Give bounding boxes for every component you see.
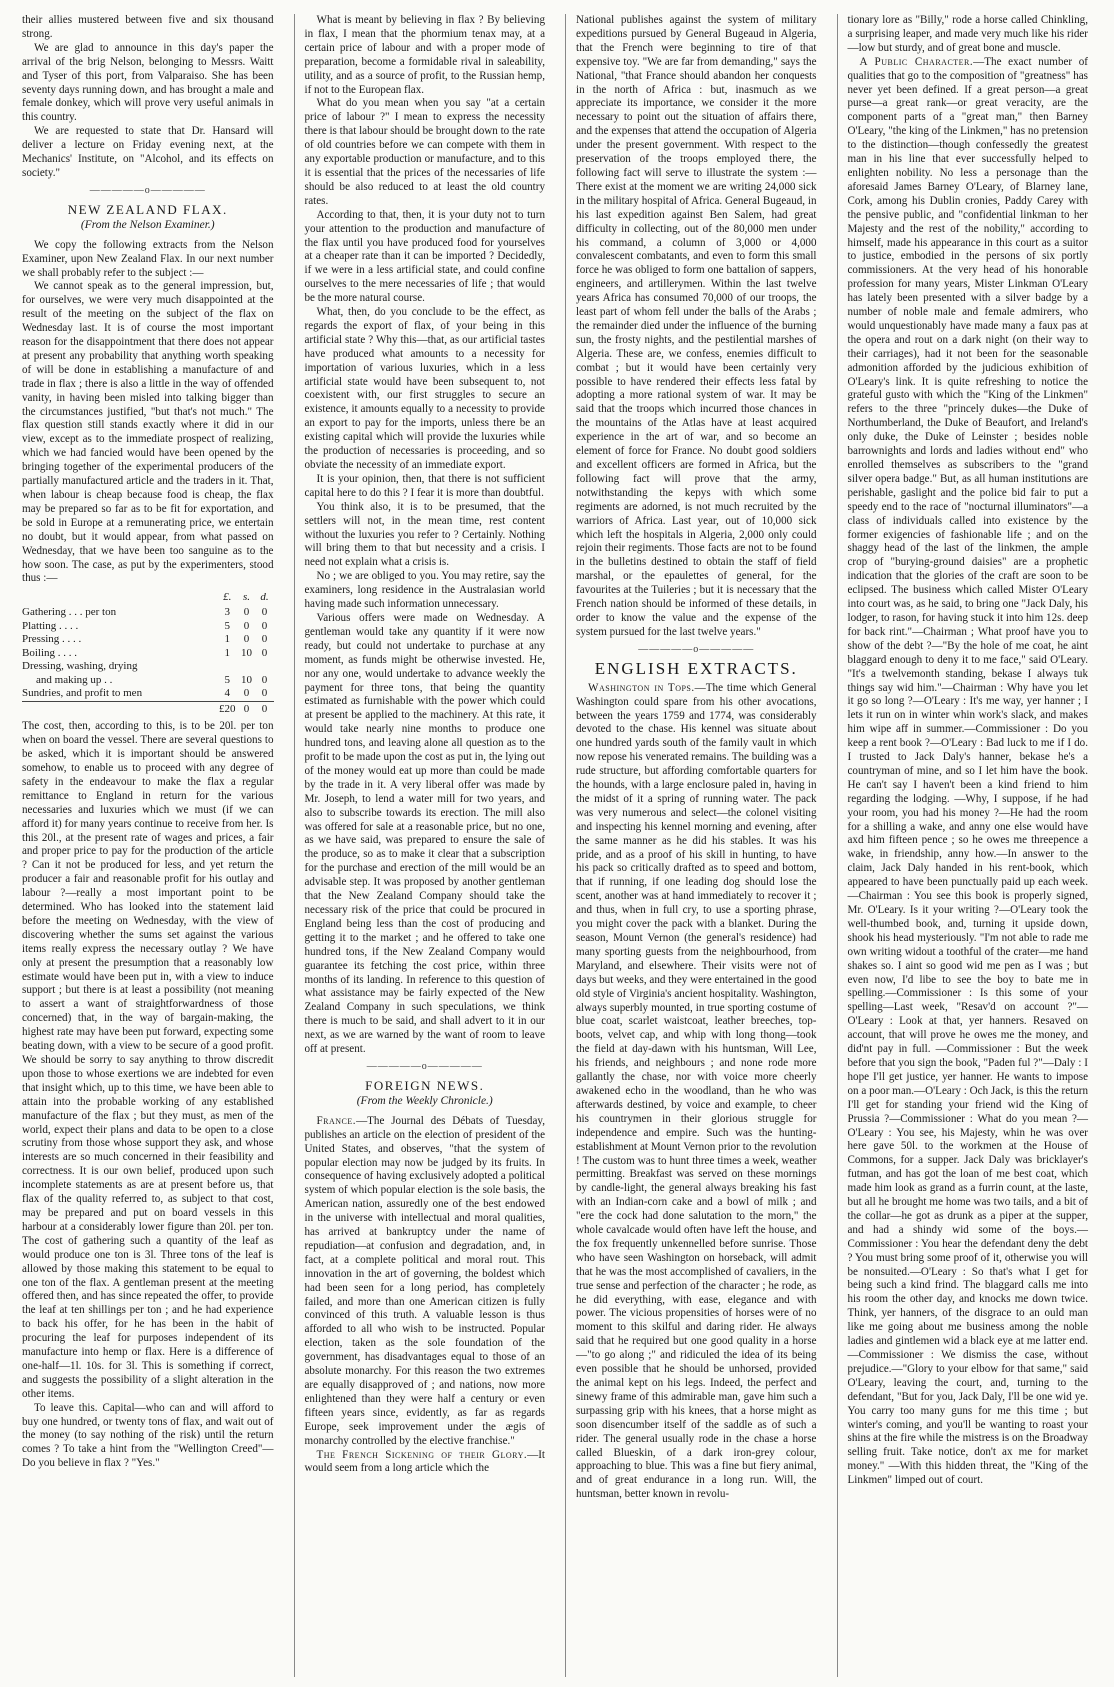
table-row (22, 633, 274, 647)
flax-cost-table (22, 590, 274, 716)
column-grid (22, 14, 1094, 1677)
section-divider: —————o————— (89, 184, 206, 196)
article-text: You think also, it is to be presumed, that the settlers will not, in the mean time, rest content without the luxuries you refer to ? Certainly. Nothing will bring them to that but necessity and a crisis. I need not explain what a crisis is. (304, 500, 545, 569)
article-text: No ; we are obliged to you. You may retire, say the examiners, long residence in the Australasian world having made such information unnecessary. (304, 570, 545, 611)
table-row (22, 687, 274, 701)
article-text: To leave this. Capital—who can and will afford to buy one hundred, or twenty tons of flax, and wait out of the money (to say nothing of the risk) until the return comes ? To take a hint from the "Wellington Creed"—Do you believe in flax ? "Yes." (22, 1401, 274, 1470)
article-text: What is meant by believing in flax ? By believing in flax, I mean that the phormium tenax may, at a certain price of labour and with a proper mode of preparation, become a formidable rival in saleability, utility, and as a source of profit, to the Russian hemp, if not to the European flax. (304, 14, 545, 96)
paragraph-lead: France. (316, 1114, 357, 1127)
section-source: (From the Weekly Chronicle.) (356, 1094, 493, 1107)
article-text: We cannot speak as to the general impression, but, for ourselves, we were very much disappointed at the result of the meeting on the subject of the flax on Wednesday last. It is of course the most important reason for the disappointment that there does not appear at present any probability that anything worth speaking of will be done in establishing a manufacture of and trade in flax ; there is also a little in the way of offended vanity, in having been misled into talking bigger than the circumstances justified, "but that's not much." The flax question still stands exactly where it did in our view, except as to the immediate prospect of realizing, which we had fancied would have been opened by the bringing together of the experimental producers of the partially manufactured article and the traders in it. That, when labour is cheap because food is cheap, the flax may be prepared so far as to be fit for exportation, and be sold in Europe at a remunerating price, we entertain no doubt, but it would appear, from what passed on Wednesday, that we have been too sanguine as to the how soon. The case, as put by the experimenters, stood thus :— (22, 280, 274, 585)
article-text: their allies mustered between five and six thousand strong. (22, 14, 274, 40)
table-header: d. (260, 591, 269, 604)
article-text: We are requested to state that Dr. Hansard will deliver a lecture on Friday evening next, at the Mechanics' Institute, on "Alcohol, and its effects on society." (22, 125, 274, 179)
total-value: £20 (219, 702, 236, 715)
cost-value: 0 (261, 646, 268, 659)
article-text: What, then, do you conclude to be the effect, as regards the export of flax, of your being in this artificial state ? Why this—that, as our artificial tastes have produced what amounts to a necessity for importation of various luxuries, which in a less artificial state would have been subsequent to, not coexistent with, our first struggles to secure an existence, it amounts equally to a necessity to provide an export to pay for the imports, unless there be an existing capital which will provide the luxuries while the production of necessaries is proceeding, and so obviate the necessity of an immediate export. (304, 306, 545, 471)
cost-value (217, 660, 238, 674)
cost-label: Platting . . . . (22, 619, 79, 632)
article-text: We are glad to announce in this day's paper the arrival of the brig Nelson, belonging to Messrs. Waitt and Tyser of this port, from Valparaiso. She has been seventy days running down, and has brought a male and female donkey, which will prove very useful animals in this country. (22, 41, 274, 124)
cost-value: 5 (224, 673, 230, 686)
article-text (305, 1449, 546, 1477)
cost-value: 3 (224, 606, 230, 619)
total-label (22, 701, 217, 716)
total-value: 0 (238, 701, 256, 716)
paragraph-lead: A Public Character. (859, 55, 974, 68)
cost-value: 0 (261, 606, 268, 619)
cost-value: 10 (241, 646, 252, 659)
article-text: What do you mean when you say "at a certain price of labour ?" I mean to express the necessity there is that labour should be brought down to the rate of old countries before we can compete with them in any exportable production or manufacture, and to this it is essential that the prices of the necessaries of life should be also reduced to at least the old country rates. (304, 97, 545, 207)
paragraph-body: —The exact number of qualities that go to the composition of "greatness" has never yet been defined. If a great person—a great purse—a great rank—or great veracity, are the component parts of a "great man," then Barney O'Leary, "the king of the Linkmen," has no pretension to the distinction—though confessedly the greatest man in his line that ever successfully helped to enlighten nobility. No less a personage than the aforesaid James Barney O'Leary, of Blarney lane, Cork, among his Dublin cronies, Paddy Carey with the pensive public, and "confidential linkman to her Majesty and the rest of the nobility," according to himself, made his appearance in this court as a suitor to justice, embodied in the persons of six portly commissioners. At the very head of his honorable profession for many years, Mister Linkman O'Leary has lately been presented with a silver badge by a number of noble male and female admirers, who would unquestionably have made many a faux pas at the opera and rout on a dark night (on their way to their carriages), had it not been for the seasonable admonition afforded by the judicious exhibition of O'Leary's link. It is quite refreshing to notice the grateful gusto with which the "King of the Linkmen" refers to the three "princely dukes—the Duke of Northumberland, the Duke of Beaufort, and Ireland's only duke, the Duke of Leinster ; besides noble barrownights and lords and ladies without end" who enrolled themselves as subscribers to the "grand silver opera badge." But, as all human institutions are perishable, gaslight and the police bid fair to put a speedy end to the race of "nocturnal illuminators"—a class of individuals called into existence by the former exigencies of fashionable life ; and on the shaggy head of the last of the linkmen, the ample crop of "burying-ground daisies" are a prophetic indication that the glories of the craft are soon to be eclipsed. The business which called Mister O'Leary into court was, as he said, to bring one "Jack Daly, his lodger, to rason, for having stuck it into him 12s. deep for back rint."—Chairman ; What proof have you to show of the debt ?—"By the hole of me coat, he aint blaggard enough to deny it to me face," said O'Leary. "It's a twelvemonth standing, bekase I always tuk things say wid him."—Chairman : Why have you let it go so long ?—O'Leary : It's me way, yer hanner ; I lets it run on in winter whin work's slack, and makes him wipe aff in summer.—Commissioner : Do you keep a rent book ?—O'Leary : Bad luck to me if I do. I trusted to Jack Daly's hanner, bekase he's a countryman of mine, and so I let him have the book. He can't say I haven't been a kind friend to him regarding the lodging. —Why, I suppose, if he had your room, you had his money ?—He had the room for a shilling a wake, and anny one else would have axd him fifteen pence ; so he owes me threepence a wake, in friendship, anny how.—In answer to the claim, Jack Daly handed in his rent-book, which appeared to have been punctually paid up each week.—Chairman : You see this book is properly signed, Mr. O'Leary. Is it your writing ?—O'Leary took the well-thumbed book, and, turning it upside down, shook his head mysteriously. "I'm not able to rade me own writing widout a toothful of the crater—me hand shakes so. I aint so good wid me pen as I was ; but even now, I'd libe to see the boy to bate me in spelling.—Commissioner : Is this some of your spelling—Last week, "Resav'd on account ?"—O'Leary : Look at that, yer hanners. Resaved on account, that will prove he owes me the money, and did'nt pay in full. —Commissioner : But the week before that you sign the book, "Paden ful ?"—Daly : I hope I'll get justice, yer hanner. He wants to impose on a poor man.—O'Leary : Och Jack, is this the return I'll get for standing your friend wid the King of Prussia ?—Commissioner : What do you mean ?—O'Leary : You see, his Majesty, whin he was over here gave 50l. to the workmen at the House of Commons, for a supper. Jack Daly was bricklayer's futman, and has got the loan of me best coat, which made him look as grand as a furrin count, at the laste, but all he brought me home was two tails, and a bit of the collar—he got as drunk as a piper at the supper, and had a shindy wid some of the boys.—Commissioner : You hear the defendant deny the debt ? You must bring some proof of it, otherwise you will be nonsuited.—O'Leary : So that's what I get for being such a kind frind. The blaggard calls me into his room the other day, and knocks me down twice. Think, yer hanners, of the disgrace to an ould man like me going about me business among the noble ladies and gintlemen wid a black eye at me latter end.—Commissioner : We dismiss the case, without prejudice.—"Glory to your elbow for that same," said O'Leary, leaving the court, and, turning to the defendant, "But for you, Jack Daly, I'll be one wid ye. You carry too many guns for me this time ; but winter's coming, and you'll be wanting to roast your shins at the fire while the mistress is on the Broadway selling fruit. Take notice, don't ax me for market money." —With this hidden threat, the "King of the Linkmen" limped out of court. (847, 55, 1088, 1487)
section-divider: —————o————— (638, 643, 755, 655)
cost-label: and making up . . (36, 673, 113, 686)
cost-label: Pressing . . . . (22, 633, 82, 646)
cost-value: 0 (261, 619, 268, 632)
column-1 (22, 14, 280, 1677)
table-row (22, 606, 274, 620)
section-heading-english-extracts: ENGLISH EXTRACTS. (594, 658, 798, 678)
article-text: According to that, then, it is your duty not to turn your attention to the production and manufacture of the flax until you have produced food for yourselves at a cheaper rate than it can be imported ? Decidedly, if we were in a less artificial state, and could confine ourselves to the mere necessaries of life ; that would be the more natural course. (304, 208, 545, 305)
cost-value (256, 660, 274, 674)
article-text: The cost, then, according to this, is to be 20l. per ton when on board the vessel. There are several questions to be asked, which it is important should be answered somehow, to enable us to proceed with any degree of safety in the endeavour to make the flax a regular remittance to England in return for the various necessaries and luxuries which we must (if we can afford it) for many years continue to receive from her. Is this 20l., at the present rate of wages and prices, a fair and proper price to pay for the production of the article ? Can it not be produced for less, and yet return the producer a fair and reasonable profit for his outlay and labour ?—really a most important point to be determined. Who has looked into the statement laid before the meeting on Wednesday, with the view of discovering whether the sums set against the various items really express the necessary outlay ? We have only at present the presumption that a reasonably low estimate would have been put in, with a view to induce support ; but there is at least a possibility (not meaning to assert a want of straightforwardness of those concerned) that, in the way of bargain-making, the highest rate may have been put forward, expecting some beating down, with a view to be secure of a good profit. We should be sorry to say anything to throw discredit upon those to whose exertions we are indebted for even that insight which, up to this time, we have been able to attain into the probable working of any established manufacture of the flax ; but they must, as men of the world, expect their plans and data to be open to a close scrutiny from those whose support they ask, and whose interests are so much concerned in their feasibility and correctness. It is our own belief, produced upon such incomplete statements as are at present before us, that flax of the quality referred to, as subject to that cost, may be prepared and put on board vessels in this harbour at a considerably lower figure than 20l. per ton. The cost of gathering such a quantity of the leaf as would produce one ton is 3l. Three tons of the leaf is allowed by those making this statement to be equal to one ton of the flax. A gentleman present at the meeting offered then, and has since repeated the offer, to provide the leaf at ten shillings per ton ; and he had experience to back his offer, for he has been in the habit of procuring the leaf for purposes independent of its manufacture into hemp or flax. Here is a difference of one-half—1l. 10s. for 3l. This is something if correct, and suggests the possibility of a slight alteration in the other items. (22, 720, 274, 1400)
table-header: s. (242, 591, 251, 604)
article-text: tionary lore as "Billy," rode a horse called Chinkling, a surprising leaper, and made very much like his rider—low but sturdy, and of great bone and muscle. (847, 14, 1088, 54)
table-row (22, 620, 274, 634)
article-text (576, 682, 817, 1502)
cost-label: Sundries, and profit to men (22, 687, 143, 700)
cost-value: 0 (261, 687, 268, 700)
column-3 (565, 14, 823, 1677)
cost-value: 10 (241, 673, 252, 686)
section-heading-new-zealand-flax: NEW ZEALAND FLAX. (67, 201, 228, 217)
cost-value: 1 (224, 646, 230, 659)
cost-label: Gathering . . . per ton (22, 606, 117, 619)
cost-value (238, 660, 256, 674)
article-text: We copy the following extracts from the Nelson Examiner, upon New Zealand Flax. In our next number we shall probably refer to the subject :— (22, 238, 274, 279)
table-header-row (22, 590, 274, 606)
paragraph-body: —The Journal des Débats of Tuesday, publishes an article on the election of president of the United States, and observes, "that the system of popular election may now be judged by its fruits. In consequence of having exclusively adopted a political system of which popular election is the sole basis, the American nation, assuredly one of the best endowed in the universe with intellectual and moral qualities, has arrived at bankruptcy under the name of repudiation—at confusion and degradation, and, in fact, at a complete political and moral rout. This innovation in the art of governing, the boldest which had been seen for a long period, has completely failed, and more than one American citizen is fully convinced of this truth. A valuable lesson is thus afforded to all who wish to be instructed. Popular election, taken as the sole foundation of the government, has disadvantages equal to those of an absolute monarchy. For this reason the two extremes are equally disapproved of ; and nations, now more enlightened than they were half a century or even fifteen years since, evidently, as far as regards Europe, seek improvement under the ægis of monarchy controlled by the elective franchise." (304, 1114, 545, 1447)
cost-value: 0 (243, 619, 250, 632)
table-total-row (22, 701, 274, 716)
table-header: £. (223, 591, 232, 604)
paragraph-lead: The French Sickening of their Glory. (316, 1448, 528, 1461)
cost-value: 0 (243, 633, 250, 646)
table-row (22, 660, 274, 674)
paragraph-lead: Washington in Tops. (588, 681, 695, 694)
cost-value: 0 (243, 687, 250, 700)
column-2 (294, 14, 552, 1677)
cost-value: 0 (243, 606, 250, 619)
article-text: National publishes against the system of military expeditions pursued by General Bugeaud in Algeria, that the French were beginning to tire of that expensive toy. "We are far from demanding," says the National, "that France should abandon her conquests in the north of Africa : but, inasmuch as we appreciate its importance, we consider it the more necessary to point out the situation of affairs there, and the expenses that attend the occupation of Algeria under the present government. With respect to the preservation of the troops employed there, the following fact will serve to illustrate the system :—There exist at the moment we are writing 24,000 sick in the military hospital of Africa. General Bugeaud, in his last expedition against Ben Salem, had great difficulty in collecting, out of the 80,000 men under his command, a column of 3,000 or 4,000 convalescent combatants, and even to form this small force he was obliged to form one battalion of sappers, engineers, and artillerymen. Within the last twelve years Africa has consumed 70,000 of our troops, the least part of whom fell under the balls of the Arabs ; the remainder died under the influence of the burning sun, the frosty nights, and the pestilential marshes of Algeria. These are, we confess, enemies difficult to combat ; but it would have been certainly very possible to have rendered their effects less fatal by adopting a more rational system of war. It may be said that the troops which incurred those chances in the mountains of the Atlas have at least acquired experience in the art of war, and so become an element of force for France. No doubt good soldiers and excellent officers are formed in Africa, but the following fact will prove that the army, notwithstanding the kepys with which some regiments are adorned, is not much recruited by the warriors of Africa. Last year, out of 10,000 sick which left the hospitals in Algeria, 2,000 only could rejoin their regiments. Those facts are not to be found in the bulletins destined to obtain the staff of field marshal, or the epaulettes of general, for the favourites at the Tuileries ; but it is necessary that the French nation should be informed of these details, in order to know the value and the expense of the system pursued for the last twelve years." (576, 14, 817, 638)
cost-value: 5 (224, 619, 230, 632)
article-text (305, 1115, 546, 1449)
cost-label: Dressing, washing, drying (22, 660, 138, 673)
section-divider: —————o————— (366, 1060, 483, 1072)
section-heading-foreign-news: FOREIGN NEWS. (365, 1077, 485, 1093)
article-text (848, 56, 1089, 1488)
paragraph-body: —The time which General Washington could spare from his other avocations, between the years 1759 and 1774, was considerably devoted to the chase. His kennel was situate about one hundred yards south of the family vault in which now repose his venerated remains. The building was a rude structure, but affording comfortable quarters for the hounds, with a large enclosure paled in, having in the midst of it a spring of running water. The pack was very numerous and select—the colonel visiting and inspecting his kennel morning and evening, after the same manner as he did his stables. It was his pride, and as a proof of his skill in hunting, to have his pack so critically drafted as to speed and bottom, that if running, if one leading dog should lose the scent, another was at hand immediately to recover it ; and thus, when in full cry, to use a sporting phrase, you might cover the pack with a blanket. During the season, Mount Vernon (the general's residence) had many sporting guests from the neighbourhood, from Maryland, and elsewhere. Their visits were not of days but weeks, and they were entertained in the good old style of Virginia's ancient hospitality. Washington, always superbly mounted, in true sporting costume of blue coat, scarlet waistcoat, leather breeches, top-boots, velvet cap, and whip with long thong—took the field at day-dawn with his huntsman, Will Lee, his friends, and neighbours ; and none rode more gallantly the chase, nor with voice more cheerly awakened echo in the woodland, than he who was afterwards destined, by voice and example, to cheer his countrymen in their glorious struggle for independence and empire. Such was the hunting-establishment at Mount Vernon prior to the revolution ! The custom was to hunt three times a week, weather permitting. Breakfast was served on these mornings by candle-light, the general always breaking his fast with an Indian-corn cake and a bowl of milk ; and "ere the cock had done salutation to the morn," the whole cavalcade would often have left the house, and the fox frequently unkennelled before sunrise. Those who have seen Washington on horseback, will admit that he was the most accomplished of cavaliers, in the true sense and perfection of the character ; he rode, as he did everything, with ease, elegance and with power. The vicious propensities of horses were of no moment to this skilful and daring rider. He always said that he required but one good quality in a horse—"to go along ;" and ridiculed the idea of its being even possible that he should be unhorsed, provided the animal kept on his legs. Indeed, the perfect and sinewy frame of this admirable man, gave him such a surpassing grip with his knees, that a horse might as soon disencumber itself of the saddle as of such a rider. The general usually rode in the chase a horse called Blueskin, of a dark iron-grey colour, approaching to blue. This was a fine but fiery animal, and of great endurance in a long run. Will, the huntsman, better known in revolu- (576, 681, 817, 1501)
paragraph-body: —It would seem from a long article which the (304, 1448, 545, 1475)
article-text: Various offers were made on Wednesday. A gentleman would take any quantity if it were now ready, but could not undertake to purchase at any moment, as funds might be otherwise invested. He, nor any one, would undertake to advance weekly the payment for three tons, that being the quantity estimated as furnishable with the power which could at present be applied to the machinery. At this rate, it would take nearly nine months to produce one hundred tons, and leaving alone all question as to the profit to be made upon the cost as put in, the lying out of the money would eat up more than could be made by the trade in it. A very liberal offer was made by Mr. Joseph, to lend a water mill for two years, and also to subscribe towards its erection. The mill also was offered for sale at a reasonable price, but no one, as we have said, was prepared to ensure the sale of the produce, so as to make it clear that a subscription for the purchase and erection of the mill would be an advisable step. It was proposed by another gentleman that the New Zealand Company should take the necessary risk of the price that could be procured in England being less than the cost of producing and getting it to the market ; and he offered to take one hundred tons, if the New Zealand Company would guarantee its fetching the cost price, within three months of its landing. In reference to this question of what assistance may be fairly expected of the New Zealand Company in such speculations, we think there is much to be said, and shall advert to it in our next, as we are warned by the want of room to leave off at present. (304, 611, 545, 1056)
total-value: 0 (256, 701, 274, 716)
cost-value: 1 (224, 633, 230, 646)
cost-value: 0 (261, 633, 268, 646)
table-row (22, 647, 274, 661)
section-source: (From the Nelson Examiner.) (80, 218, 215, 231)
cost-value: 4 (224, 687, 230, 700)
table-row (22, 674, 274, 688)
article-text: It is your opinion, then, that there is not sufficient capital here to do this ? I fear it is more than doubtful. (304, 472, 545, 499)
cost-value: 0 (261, 673, 268, 686)
cost-label: Boiling . . . . (22, 646, 78, 659)
column-4 (837, 14, 1095, 1677)
